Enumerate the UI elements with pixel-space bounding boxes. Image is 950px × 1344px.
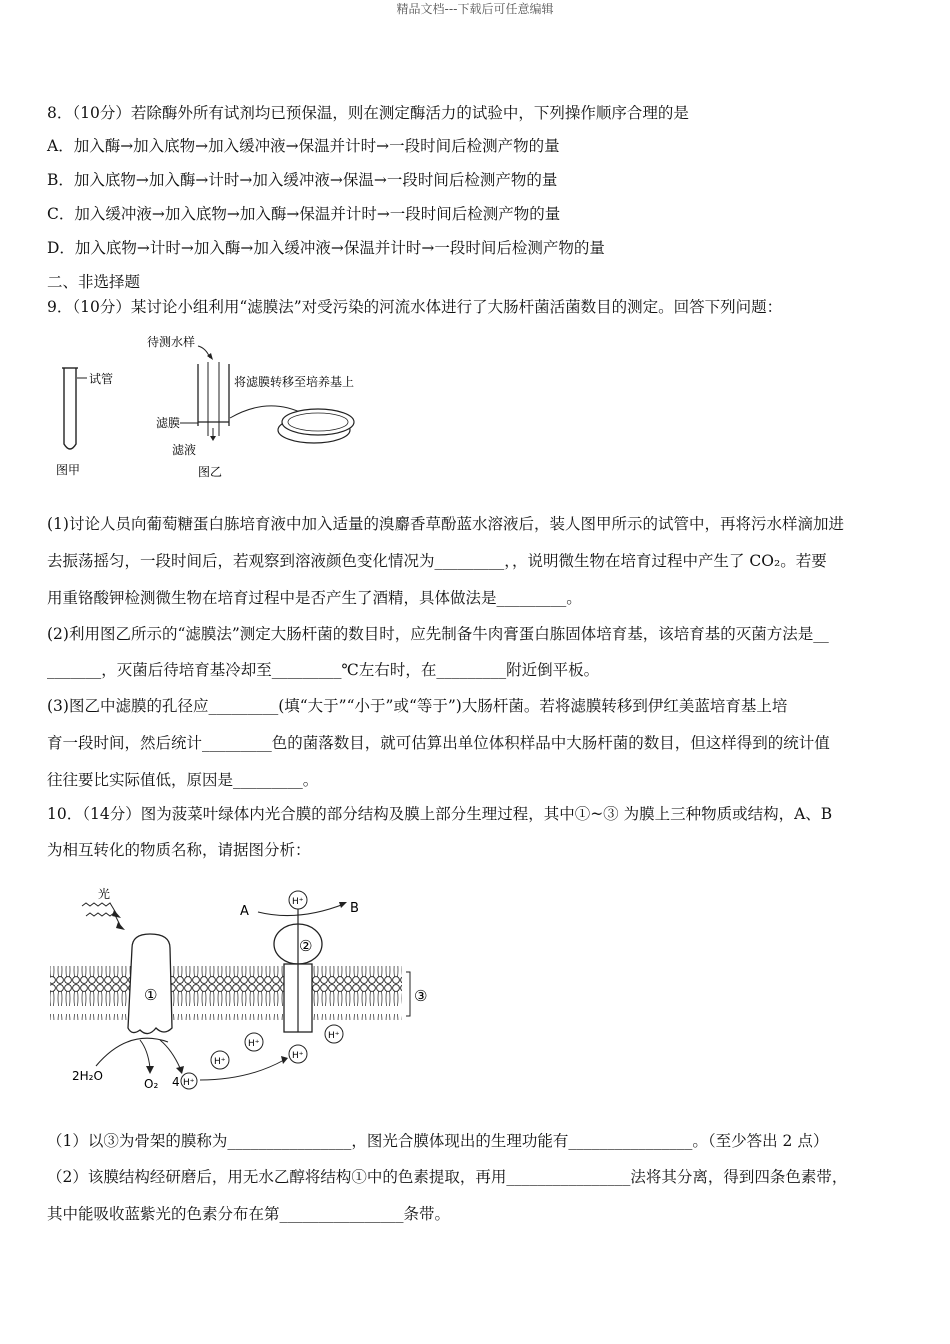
membrane-label: 滤膜 [156, 416, 181, 430]
structure-3-label: ③ [414, 987, 428, 1005]
filtrate-label: 滤液 [172, 443, 197, 457]
q9-line-3: 用重铬酸钾检测微生物在培育过程中是否产生了酒精，具体做法是_________。 [47, 589, 582, 607]
tube-label: 试管 [89, 372, 114, 386]
label-b: B [350, 901, 359, 916]
q10-sub-2: （2）该膜结构经研磨后，用无水乙醇将结构①中的色素提取，再用________________法将其分离，得到四条色素带， [47, 1168, 848, 1186]
petri-dish-icon [278, 409, 354, 443]
fig-b-caption: 图乙 [198, 465, 223, 479]
q9-line-4: (2)利用图乙所示的“滤膜法”测定大肠杆菌的数目时，应先制备牛肉膏蛋白胨固体培育基，该培育基的灭菌方法是__ [47, 625, 829, 643]
q8-option-a: A．加入酶→加入底物→加入缓冲液→保温并计时→一段时间后检测产物的量 [47, 137, 560, 155]
q8-option-c: C．加入缓冲液→加入底物→加入酶→保温并计时→一段时间后检测产物的量 [47, 205, 561, 223]
q10-line-1: 10．（14分）图为菠菜叶绿体内光合膜的部分结构及膜上部分生理过程，其中①~③ 为膜上三种物质或结构，A、B [47, 805, 833, 823]
h-plus-four: H⁺ [183, 1078, 195, 1088]
structure-2-label: ② [299, 937, 313, 955]
oxygen-label: O₂ [144, 1077, 159, 1091]
h-plus-lumen-3: H⁺ [214, 1057, 226, 1067]
q9-stem: 9．（10分）某讨论小组利用“滤膜法”对受污染的河流水体进行了大肠杆菌活菌数目的测定。回答下列问题： [47, 298, 783, 316]
structure-1-label: ① [144, 986, 158, 1004]
h-plus-top: H⁺ [292, 897, 304, 907]
h-plus-bottom: H⁺ [292, 1051, 304, 1061]
page-header: 精品文档---下载后可任意编辑 [396, 2, 554, 16]
sample-label: 待测水样 [147, 335, 196, 349]
filter-membrane-figure [48, 326, 388, 486]
lipid-bilayer [50, 966, 402, 1020]
q9-line-8: 往往要比实际值低，原因是_________。 [47, 771, 319, 789]
photosystem-protein [128, 934, 172, 1034]
q8-stem: 8．（10分）若除酶外所有试剂均已预保温，则在测定酶活力的试验中，下列操作顺序合理的是 [47, 104, 689, 122]
thylakoid-membrane-diagram [48, 880, 448, 1098]
fig-a-caption: 图甲 [56, 463, 81, 477]
label-a: A [240, 904, 249, 919]
q8-option-b: B．加入底物→加入酶→计时→加入缓冲液→保温→一段时间后检测产物的量 [47, 171, 558, 189]
h-plus-lumen-2: H⁺ [328, 1031, 340, 1041]
q9-line-5: _______，灭菌后待培育基冷却至_________℃左右时，在_________附近倒平板。 [47, 661, 600, 679]
q9-line-2: 去振荡摇匀，一段时间后，若观察到溶液颜色变化情况为_________，，说明微生物在培育过程中产生了 CO₂。若要 [47, 552, 827, 570]
q9-line-7: 育一段时间，然后统计_________色的菌落数目，就可估算出单位体积样品中大肠杆菌的数目，但这样得到的统计值 [47, 734, 830, 752]
test-tube-icon [62, 368, 87, 449]
q10-sub-3: 其中能吸收蓝紫光的色素分布在第________________条带。 [47, 1205, 451, 1223]
q8-option-d: D．加入底物→计时→加入酶→加入缓冲液→保温并计时→一段时间后检测产物的量 [47, 239, 605, 257]
q9-line-6: (3)图乙中滤膜的孔径应_________(填“大于”“小于”或“等于”)大肠杆菌。若将滤膜转移到伊红美蓝培育基上培 [47, 697, 788, 715]
section-heading: 二、非选择题 [47, 273, 141, 291]
q9-line-1: (1)讨论人员向葡萄糖蛋白胨培育液中加入适量的溴麝香草酚蓝水溶液后，装人图甲所示的试管中，再将污水样滴加进 [47, 515, 844, 533]
four-label: 4 [172, 1075, 180, 1089]
q10-sub-1: （1）以③为骨架的膜称为________________，图光合膜体现出的生理功能有________________。（至少答出 2 点） [47, 1132, 829, 1150]
transfer-label: 将滤膜转移至培养基上 [234, 375, 355, 389]
light-label: 光 [98, 887, 111, 901]
q10-line-2: 为相互转化的物质名称，请据图分析： [47, 841, 311, 859]
water-label: 2H₂O [72, 1069, 103, 1083]
h-plus-lumen-1: H⁺ [248, 1039, 260, 1049]
